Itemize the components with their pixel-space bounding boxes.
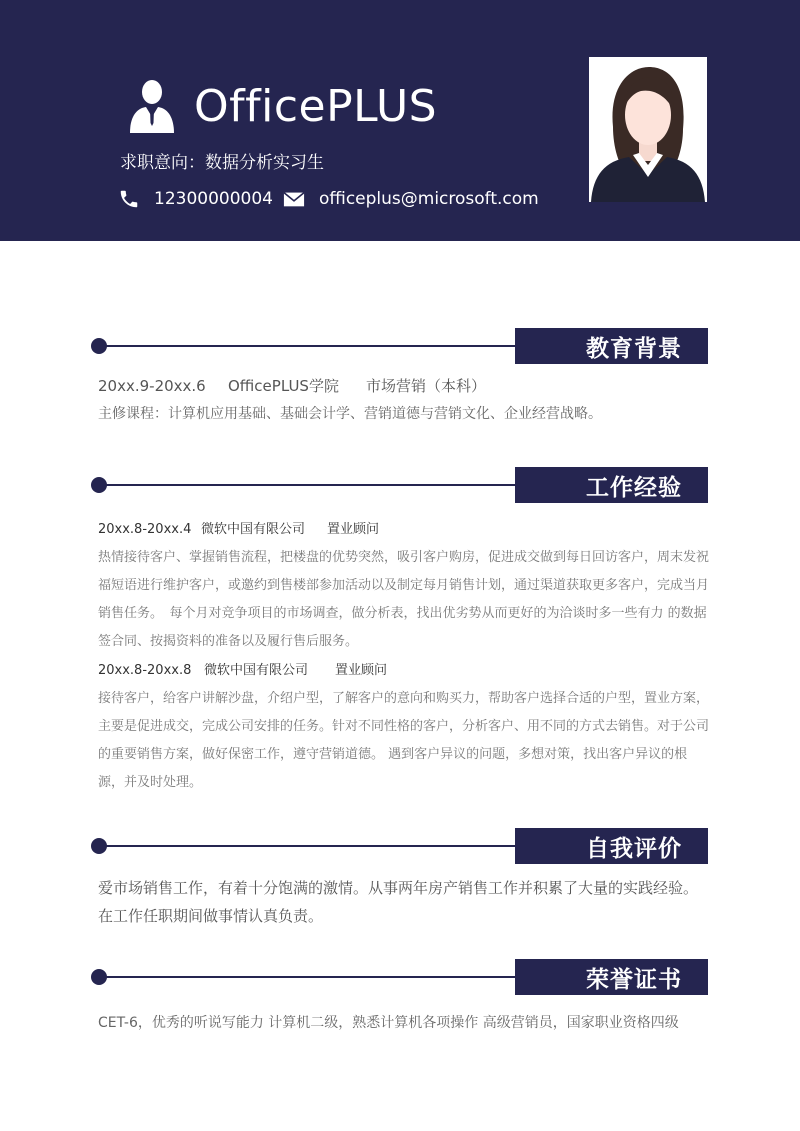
education-major: 市场营销（本科） <box>366 377 487 395</box>
resume-header <box>0 0 800 241</box>
section-title: 工作经验 <box>515 467 708 503</box>
education-school: OfficePLUS学院 <box>228 377 339 395</box>
job-description-text: 热情接待客户、掌握销售流程，把楼盘的优势突然，吸引客户购房，促进成交做到每日回访客户，周末发祝福短语进行维护客户，或邀约到售楼部参加活动以及制定每月销售计划，通过渠道获取更多客户，完成当月销售任务。 每个月对竞争项目的市场调查，做分析表，找出优劣势从而更好的为洽谈时多一些有力 的数据签合同、按揭资料的准备以及履行售后服务。 <box>98 550 710 649</box>
section-line <box>105 976 517 978</box>
job-period: 20xx.8-20xx.8 <box>98 663 192 678</box>
candidate-name: OfficePLUS <box>194 80 438 132</box>
self-evaluation <box>98 874 710 930</box>
job-intent: 求职意向：数据分析实习生 <box>120 153 324 173</box>
section-title: 荣誉证书 <box>515 959 708 995</box>
section-line <box>105 484 517 486</box>
section-title: 自我评价 <box>515 828 708 864</box>
section-head-work <box>0 467 800 503</box>
section-line <box>105 845 517 847</box>
self-block <box>98 874 710 930</box>
section-line <box>105 345 517 347</box>
education-courses: 主修课程：计算机应用基础、基础会计学、营销道德与营销文化、企业经营战略。 <box>98 406 602 422</box>
job-role: 置业顾问 <box>327 522 380 537</box>
job-description <box>98 685 710 797</box>
job-info <box>98 656 710 685</box>
name-row <box>128 78 437 134</box>
contact-row <box>118 188 539 210</box>
education-period: 20xx.9-20xx.6 <box>98 377 206 395</box>
self-evaluation-text: 爱市场销售工作，有着十分饱满的激情。从事两年房产销售工作并积累了大量的实践经验。在工作任职期间做事情认真负责。 <box>98 879 699 925</box>
work-block <box>98 515 710 797</box>
job-role: 置业顾问 <box>335 663 388 678</box>
section-head-education <box>0 328 800 364</box>
job-description-text: 接待客户，给客户讲解沙盘，介绍户型，了解客户的意向和购买力，帮助客户选择合适的户型，置业方案，主要是促进成交，完成公司安排的任务。针对不同性格的客户，分析客户、用不同的方式去销售。对于公司的重要销售方案，做好保密工作，遵守营销道德。 遇到客户异议的问题，多想对策，找出客户异议的根源，并及时处理。 <box>98 691 710 790</box>
job-info <box>98 515 710 544</box>
section-head-self <box>0 828 800 864</box>
job-period: 20xx.8-20xx.4 <box>98 522 192 537</box>
phone-icon <box>118 188 140 210</box>
job-company: 微软中国有限公司 <box>201 522 306 537</box>
section-head-honors <box>0 959 800 995</box>
profile-photo <box>589 57 707 202</box>
person-icon <box>128 79 176 133</box>
honors-block <box>98 1009 710 1037</box>
job-description <box>98 544 710 656</box>
email-address: officeplus@microsoft.com <box>318 189 539 209</box>
mail-icon <box>283 188 305 210</box>
phone-number: 12300000004 <box>154 189 273 209</box>
job-company: 微软中国有限公司 <box>204 663 309 678</box>
section-title: 教育背景 <box>515 328 708 364</box>
education-info <box>98 372 710 400</box>
education-block <box>98 372 710 428</box>
honors-text: CET-6，优秀的听说写能力 计算机二级，熟悉计算机各项操作 高级营销员，国家职业资格四级 <box>98 1015 679 1031</box>
